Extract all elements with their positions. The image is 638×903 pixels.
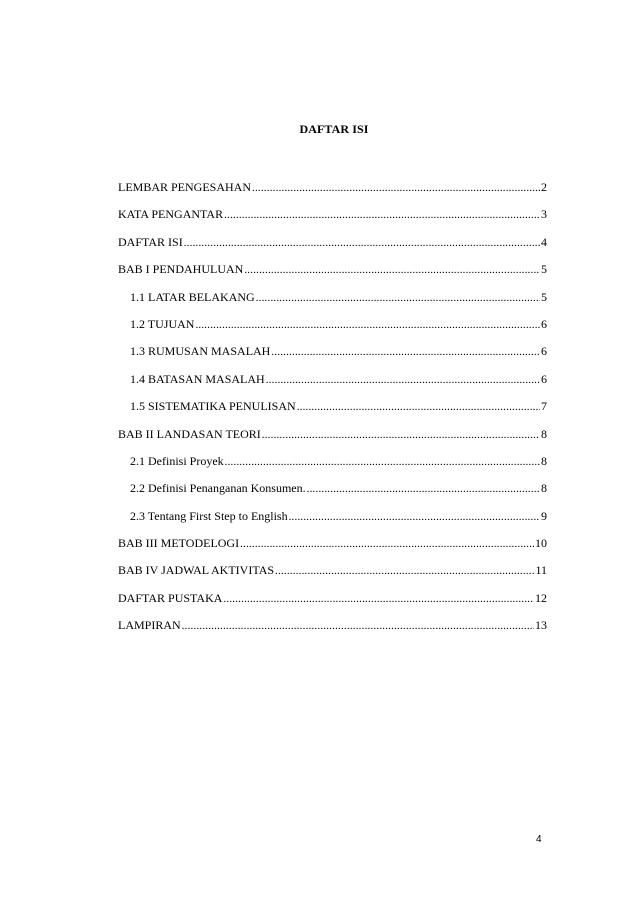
toc-dot-leader: [240, 536, 534, 551]
toc-entry[interactable]: [118, 427, 547, 454]
toc-entry[interactable]: [118, 591, 547, 618]
toc-dot-leader: [256, 290, 540, 305]
toc-entry[interactable]: [118, 399, 547, 426]
toc-entry[interactable]: [118, 344, 547, 371]
toc-entry-page: 4: [541, 234, 547, 249]
toc-entry-page: 12: [535, 590, 547, 605]
toc-entry-label: 2.1 Definisi Proyek: [130, 453, 224, 468]
toc-entry[interactable]: [118, 290, 547, 317]
toc-entry[interactable]: [118, 618, 547, 645]
toc-entry[interactable]: [118, 262, 547, 289]
toc-entry-page: 7: [541, 399, 547, 414]
toc-entry-page: 13: [535, 618, 547, 633]
toc-entry-page: 8: [541, 426, 547, 441]
page-number: 4: [536, 834, 542, 845]
toc-entry-page: 2: [541, 180, 547, 194]
toc-entry-label: BAB III METODELOGI: [118, 536, 240, 551]
toc-dot-leader: [195, 317, 540, 332]
toc-entry-label: BAB IV JADWAL AKTIVITAS: [118, 563, 275, 578]
toc-entry-label: 2.3 Tentang First Step to English: [130, 508, 288, 523]
toc-dot-leader: [297, 399, 540, 414]
toc-entry-label: 1.5 SISTEMATIKA PENULISAN: [130, 399, 296, 414]
toc-entry-page: 9: [541, 508, 547, 523]
toc-entry-label: 1.2 TUJUAN: [130, 316, 195, 331]
toc-entry[interactable]: [118, 372, 547, 399]
toc-entry[interactable]: [118, 481, 547, 508]
toc-entry[interactable]: [118, 536, 547, 563]
toc-dot-leader: [184, 235, 540, 250]
toc-entry-label: DAFTAR PUSTAKA: [118, 590, 223, 605]
toc-entry[interactable]: [118, 563, 547, 590]
toc-dot-leader: [307, 481, 540, 496]
toc-entry[interactable]: [118, 180, 547, 207]
toc-entry[interactable]: [118, 454, 547, 481]
toc-dot-leader: [244, 262, 540, 277]
toc-entry-label: BAB I PENDAHULUAN: [118, 262, 244, 277]
toc-dot-leader: [266, 372, 540, 387]
toc-entry[interactable]: [118, 207, 547, 234]
toc-dot-leader: [289, 509, 540, 524]
toc-entry-page: 8: [541, 481, 547, 496]
toc-dot-leader: [224, 207, 540, 222]
table-of-contents: [118, 180, 547, 646]
toc-entry-label: LAMPIRAN: [118, 618, 181, 633]
page-title: DAFTAR ISI: [299, 122, 369, 136]
toc-entry-page: 5: [541, 262, 547, 277]
toc-dot-leader: [182, 618, 534, 633]
toc-entry-page: 3: [541, 207, 547, 222]
toc-entry-label: 1.3 RUMUSAN MASALAH: [130, 344, 271, 359]
toc-entry-page: 6: [541, 344, 547, 359]
toc-entry[interactable]: [118, 317, 547, 344]
toc-entry-page: 8: [541, 453, 547, 468]
toc-entry[interactable]: [118, 235, 547, 262]
toc-entry[interactable]: [118, 509, 547, 536]
toc-entry-page: 10: [535, 536, 547, 551]
toc-entry-page: 6: [541, 371, 547, 386]
toc-entry-page: 5: [541, 289, 547, 304]
toc-dot-leader: [252, 180, 540, 195]
toc-entry-label: LEMBAR PENGESAHAN: [118, 180, 252, 194]
toc-entry-label: 1.1 LATAR BELAKANG: [130, 289, 255, 304]
toc-dot-leader: [225, 454, 540, 469]
toc-entry-label: DAFTAR ISI: [118, 234, 183, 249]
toc-entry-label: 2.2 Definisi Penanganan Konsumen.: [130, 481, 306, 496]
toc-entry-label: KATA PENGANTAR: [118, 207, 224, 222]
toc-dot-leader: [275, 563, 534, 578]
toc-dot-leader: [271, 344, 540, 359]
toc-entry-page: 6: [541, 316, 547, 331]
toc-dot-leader: [223, 591, 534, 606]
toc-entry-label: 1.4 BATASAN MASALAH: [130, 371, 265, 386]
toc-entry-label: BAB II LANDASAN TEORI: [118, 426, 261, 441]
toc-entry-page: 11: [535, 563, 547, 578]
toc-dot-leader: [262, 427, 540, 442]
